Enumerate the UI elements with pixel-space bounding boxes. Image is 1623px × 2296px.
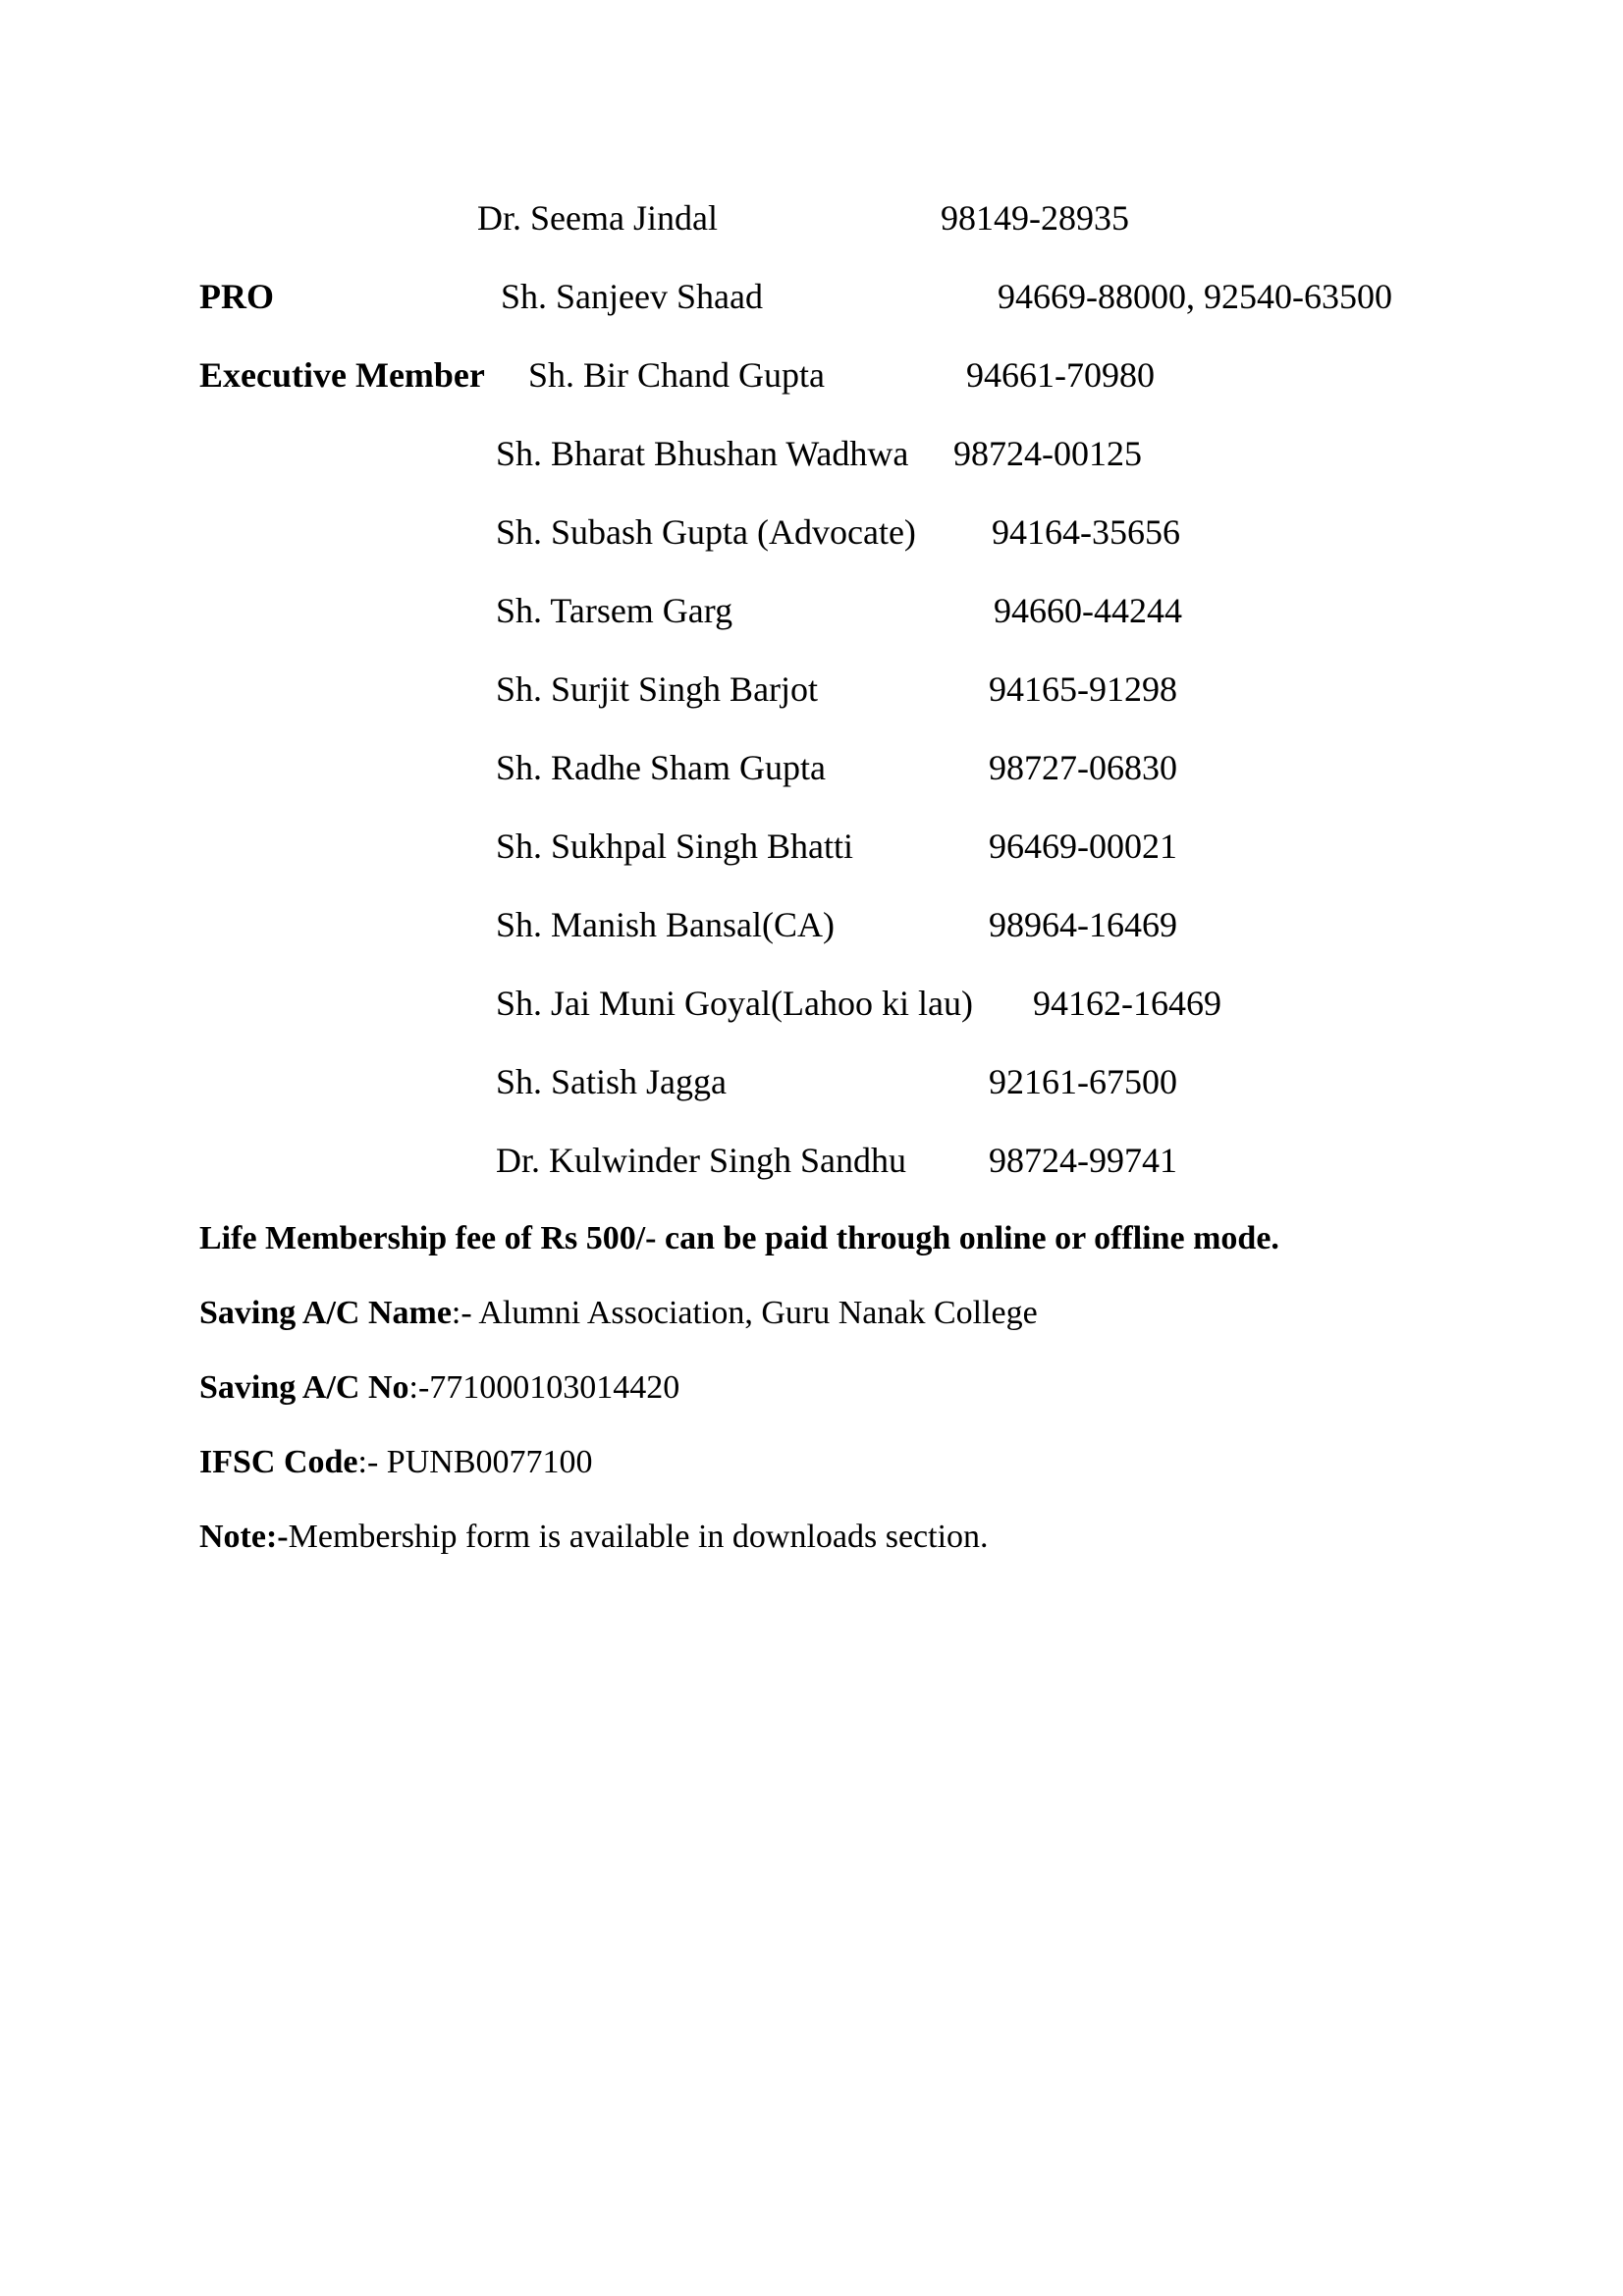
member-phone: 94164-35656 bbox=[992, 512, 1180, 552]
member-name: Sh. Subash Gupta (Advocate) bbox=[496, 512, 916, 552]
member-phone: 98727-06830 bbox=[989, 748, 1177, 787]
fee-note: Life Membership fee of Rs 500/- can be paid through online or offline mode. bbox=[199, 1220, 1279, 1256]
account-name-line bbox=[199, 1294, 1038, 1333]
account-no-line bbox=[199, 1368, 679, 1408]
ifsc-label: IFSC Code bbox=[199, 1444, 358, 1480]
account-name-label: Saving A/C Name bbox=[199, 1295, 452, 1331]
member-name: Sh. Manish Bansal(CA) bbox=[496, 905, 835, 944]
member-name: Sh. Sukhpal Singh Bhatti bbox=[496, 827, 854, 866]
member-phone: 94669-88000, 92540-63500 bbox=[998, 277, 1392, 316]
member-phone: 92161-67500 bbox=[989, 1062, 1177, 1101]
ifsc-value: :- PUNB0077100 bbox=[357, 1444, 593, 1480]
member-name: Dr. Seema Jindal bbox=[477, 198, 718, 238]
member-phone: 96469-00021 bbox=[989, 827, 1177, 866]
member-name: Sh. Jai Muni Goyal(Lahoo ki lau) bbox=[496, 984, 973, 1023]
note-line bbox=[199, 1518, 989, 1557]
member-name: Sh. Surjit Singh Barjot bbox=[496, 669, 819, 709]
member-name: Sh. Radhe Sham Gupta bbox=[496, 748, 826, 787]
note-label: Note:- bbox=[199, 1519, 289, 1555]
member-phone: 94661-70980 bbox=[966, 355, 1155, 395]
member-phone: 94162-16469 bbox=[1033, 984, 1221, 1023]
member-name: Sh. Satish Jagga bbox=[496, 1062, 728, 1101]
member-phone: 98724-00125 bbox=[953, 434, 1142, 473]
member-name: Sh. Sanjeev Shaad bbox=[501, 277, 763, 316]
account-name-value: :- Alumni Association, Guru Nanak College bbox=[451, 1295, 1038, 1331]
role-label: PRO bbox=[199, 277, 274, 316]
member-phone: 98724-99741 bbox=[989, 1141, 1177, 1180]
account-no-value: :-771000103014420 bbox=[408, 1369, 680, 1406]
note-value: Membership form is available in downloads section. bbox=[288, 1519, 989, 1555]
member-phone: 94660-44244 bbox=[994, 591, 1182, 630]
ifsc-line bbox=[199, 1443, 593, 1482]
account-no-label: Saving A/C No bbox=[199, 1369, 409, 1406]
member-name: Sh. Bir Chand Gupta bbox=[528, 355, 825, 395]
member-phone: 98964-16469 bbox=[989, 905, 1177, 944]
member-phone: 98149-28935 bbox=[941, 198, 1129, 238]
member-name: Sh. Tarsem Garg bbox=[496, 591, 733, 630]
role-label: Executive Member bbox=[199, 355, 485, 395]
member-phone: 94165-91298 bbox=[989, 669, 1177, 709]
member-name: Dr. Kulwinder Singh Sandhu bbox=[496, 1141, 906, 1180]
member-name: Sh. Bharat Bhushan Wadhwa bbox=[496, 434, 909, 473]
